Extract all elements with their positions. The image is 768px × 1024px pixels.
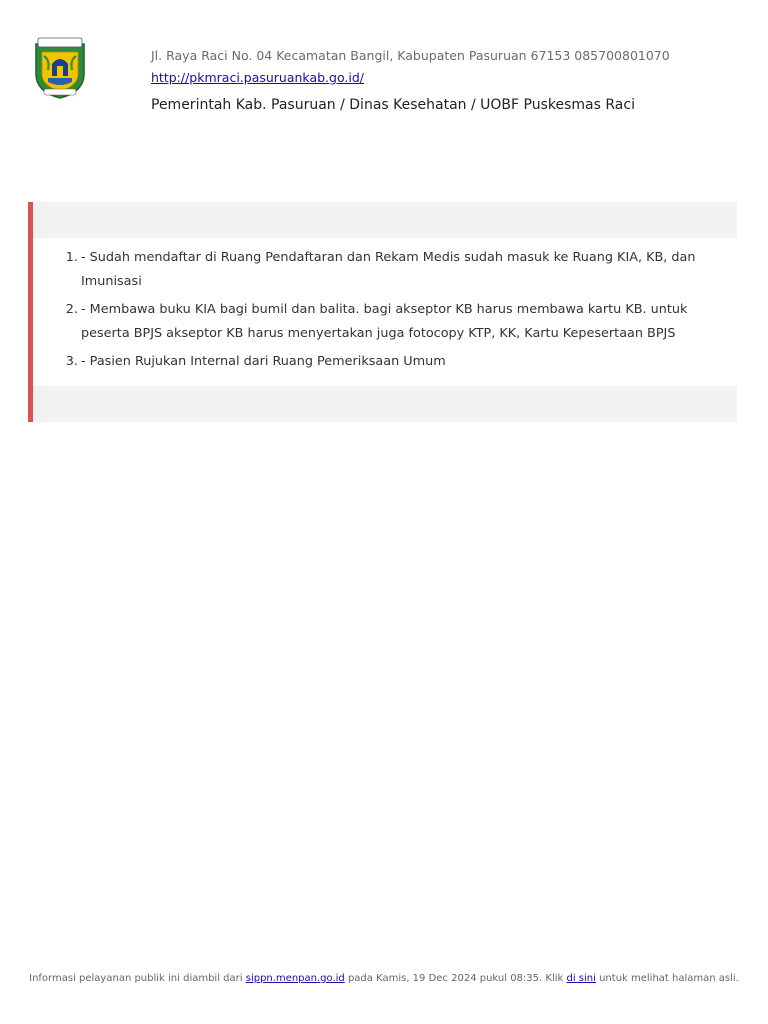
panel-body	[33, 238, 737, 390]
source-link[interactable]: sippn.menpan.go.id	[245, 973, 345, 984]
header-info	[151, 46, 751, 116]
item-text: - Sudah mendaftar di Ruang Pendaftaran dan Rekam Medis sudah masuk ke Ruang KIA, KB, dan Imunisasi	[81, 250, 696, 289]
item-text: - Pasien Rujukan Internal dari Ruang Pemeriksaan Umum	[81, 354, 446, 369]
footer-prefix: Informasi pelayanan publik ini diambil dari	[29, 973, 243, 984]
panel-header	[33, 202, 737, 238]
website-link[interactable]: http://pkmraci.pasuruankab.go.id/	[151, 70, 364, 85]
list-item	[65, 246, 727, 294]
list-item	[65, 298, 727, 346]
emblem-icon	[30, 34, 90, 100]
item-number: 2.	[65, 302, 78, 317]
organization-breadcrumb: Pemerintah Kab. Pasuruan / Dinas Kesehatan / UOBF Puskesmas Raci	[151, 97, 635, 113]
original-page-link[interactable]: di sini	[566, 973, 596, 984]
footer-middle: pada Kamis, 19 Dec 2024 pukul 08:35. Klik	[347, 973, 564, 984]
panel-footer	[33, 386, 737, 422]
pasuruan-emblem-logo	[30, 34, 90, 100]
footer-suffix: untuk melihat halaman asli.	[599, 973, 739, 984]
list-item	[65, 350, 727, 374]
page-footer	[0, 973, 768, 984]
requirements-list	[33, 246, 727, 374]
address-text: Jl. Raya Raci No. 04 Kecamatan Bangil, Kabupaten Pasuruan 67153 085700801070	[151, 48, 670, 63]
requirements-panel	[28, 202, 737, 422]
item-number: 1.	[65, 250, 78, 265]
item-number: 3.	[65, 354, 78, 369]
item-text: - Membawa buku KIA bagi bumil dan balita. bagi akseptor KB harus membawa kartu KB. untuk peserta BPJS akseptor KB harus menyertakan juga fotocopy KTP, KK, Kartu Kepesertaan BPJS	[81, 302, 688, 341]
